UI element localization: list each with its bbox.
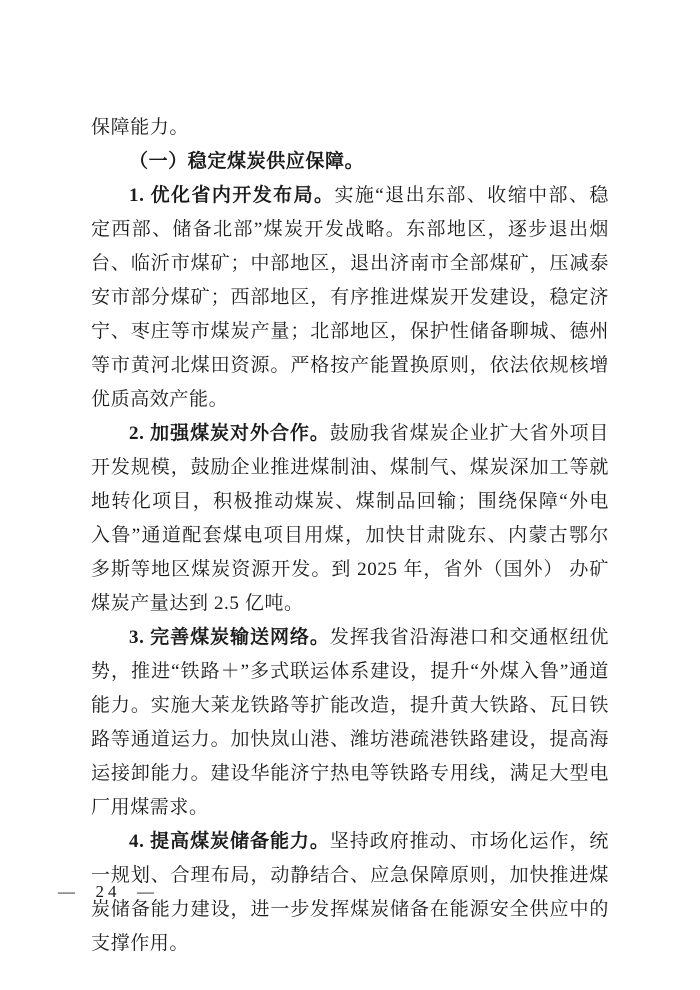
paragraph-1 — [91, 179, 609, 417]
paragraph-2 — [91, 417, 609, 621]
paragraph-1-body: 实施“退出东部、收缩中部、稳定西部、储备北部”煤炭开发战略。东部地区，逐步退出烟台、临沂市煤矿；中部地区，退出济南市全部煤矿，压减泰安市部分煤矿；西部地区，有序推进煤炭开发建设，稳定济宁、枣庄等市煤炭产量；北部地区，保护性储备聊城、德州等市黄河北煤田资源。严格按产能置换原则，依法依规核增优质高效产能。 — [91, 185, 609, 410]
paragraph-4-lead: 4. 提高煤炭储备能力。 — [129, 831, 330, 852]
paragraph-4 — [91, 825, 609, 961]
paragraph-4-body: 坚持政府推动、市场化运作，统一规划、合理布局，动静结合、应急保障原则，加快推进煤炭储备能力建设，进一步发挥煤炭储备在能源安全供应中的支撑作用。 — [91, 831, 610, 954]
section-heading: （一）稳定煤炭供应保障。 — [129, 151, 365, 172]
paragraph-3 — [91, 621, 609, 825]
paragraph-2-body: 鼓励我省煤炭企业扩大省外项目开发规模，鼓励企业推进煤制油、煤制气、煤炭深加工等就地转化项目，积极推动煤炭、煤制品回输；围绕保障“外电入鲁”通道配套煤电项目用煤，加快甘肃陇东、内蒙古鄂尔多斯等地区煤炭资源开发。到 2025 年，省外（国外） 办矿煤炭产量达到 2.5 亿吨。 — [91, 423, 610, 614]
paragraph-3-lead: 3. 完善煤炭输送网络。 — [129, 627, 330, 648]
text-body — [91, 111, 609, 961]
continuation-line: 保障能力。 — [91, 117, 190, 138]
paragraph-2-lead: 2. 加强煤炭对外合作。 — [129, 423, 330, 444]
page-number: — 24 — — [58, 882, 158, 901]
paragraph-1-lead: 1. 优化省内开发布局。 — [129, 185, 335, 206]
paragraph-3-body: 发挥我省沿海港口和交通枢纽优势，推进“铁路＋”多式联运体系建设，提升“外煤入鲁”通道能力。实施大莱龙铁路等扩能改造，提升黄大铁路、瓦日铁路等通道运力。加快岚山港、潍坊港疏港铁路建设，提高海运接卸能力。建设华能济宁热电等铁路专用线，满足大型电厂用煤需求。 — [91, 627, 610, 818]
